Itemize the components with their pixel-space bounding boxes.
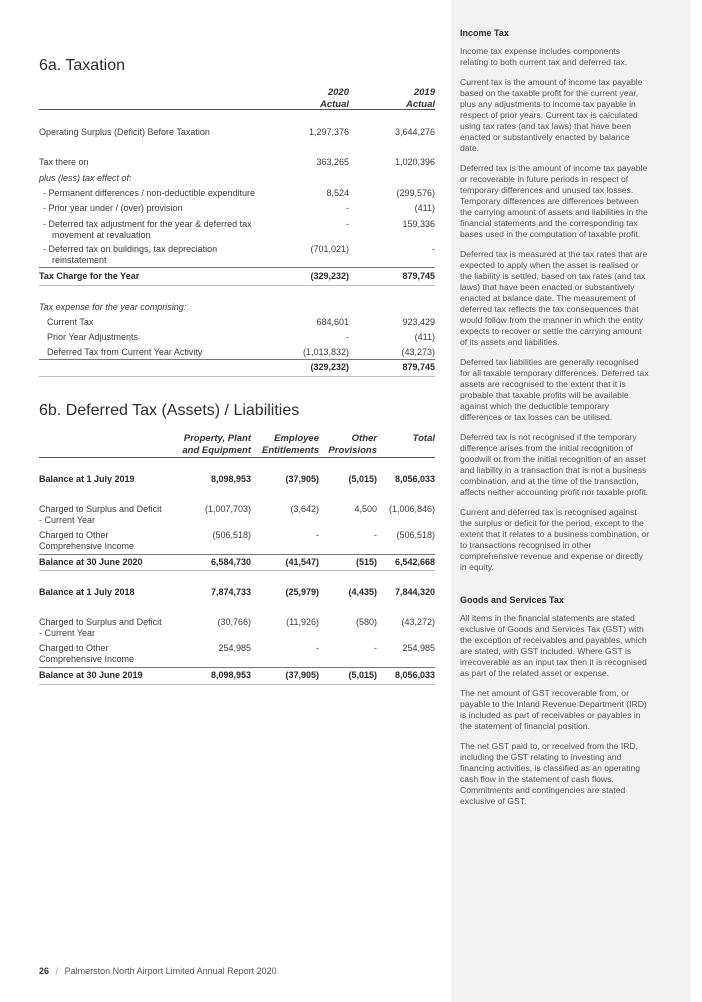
col-header-2020: 2020 Actual [319, 87, 349, 110]
divider [39, 684, 435, 685]
page-number: 26 [39, 966, 50, 976]
divider [39, 554, 435, 555]
paragraph: All items in the financial statements are stated exclusive of Goods and Services Tax (GST) with the exception of receivables and payables, which are stated, with GST included. Where GST is irrecoverable as an input tax then it is recognised as part of the related asset or expense. [460, 613, 647, 678]
divider [39, 109, 435, 110]
paragraph: Deferred tax liabilities are generally recognised for all taxable temporary differences. Deferred tax assets are recognised to the extent that it is probable that taxable profits will be available against which the deductible temporary differences or tax losses can be utilised. [460, 357, 649, 422]
table-row: - Deferred tax adjustment for the year & deferred tax movement at revaluation - 159,336 [43, 219, 435, 240]
paragraph: Income tax expense includes components relating to both current tax and deferred tax. [460, 46, 628, 67]
table-row: - Deferred tax on buildings, tax depreciation reinstatement (701,021) - [43, 244, 435, 265]
section-6a-title: 6a. Taxation [39, 57, 125, 74]
table-row: Charged to Surplus and Deficit - Current Year (30,766) (11,926) (580) (43,272) [39, 617, 435, 638]
col-header-ppe: Property, Plant and Equipment [182, 433, 251, 456]
footer-separator: / [55, 966, 59, 976]
notes-sidebar [451, 0, 691, 1002]
income-tax-heading: Income Tax [460, 28, 509, 38]
paragraph: Current tax is the amount of income tax payable based on the taxable profit for the current year, plus any adjustments to income tax payable in respect of prior years. Current tax is calculated using tax rates (and tax laws) that have been enacted or substantively enacted by balance date. [460, 77, 643, 153]
paragraph: The net amount of GST recoverable from, or payable to the Inland Revenue Department (IRD) is included as part of receivables or payables in the statement of financial position. [460, 688, 647, 731]
divider [39, 667, 435, 668]
table-row: Charged to Surplus and Deficit - Current Year (1,007,703) (3,642) 4,500 (1,006,846) [39, 504, 435, 525]
paragraph: Deferred tax is measured at the tax rates that are expected to apply when the asset is realised or the liability is settled, based on tax rates (and tax laws) that have been enacted or substantively enacted at balance date. The measurement of deferred tax reflects the tax consequences that would follow from the manner in which the entity expects to recover or settle the carrying amount of its assets and liabilities. [460, 249, 648, 347]
divider [39, 267, 435, 268]
col-header-total: Total [412, 433, 435, 444]
paragraph: Deferred tax is the amount of income tax payable or recoverable in future periods in respect of temporary differences and unused tax losses. Temporary differences are differences between the carrying amount of assets and liabilities in the financial statements and the corresponding tax bases used in the computation of taxable profit. [460, 163, 648, 239]
col-header-other: Other Provisions [328, 433, 377, 456]
section-6b-title: 6b. Deferred Tax (Assets) / Liabilities [39, 402, 300, 419]
gst-heading: Goods and Services Tax [460, 595, 564, 605]
paragraph: The net GST paid to, or received from the IRD, including the GST relating to investing and financing activities, is classified as an operating cash flow in the statement of cash flows. Commitments and contingencies are stated exclusive of GST. [460, 741, 641, 806]
paragraph: Current and deferred tax is recognised against the surplus or deficit for the period, except to the extent that it relates to a business combination, or to transactions recognised in other comprehensive revenue and expense or directly in equity. [460, 507, 650, 572]
divider [39, 376, 435, 377]
col-header-2019: 2019 Actual [405, 87, 435, 110]
table-row: Charged to Other Comprehensive Income (506,518) - - (506,518) [39, 530, 435, 551]
divider [39, 285, 435, 286]
footer-text: Palmerston North Airport Limited Annual Report 2020 [64, 966, 277, 976]
col-header-employee: Employee Entitlements [261, 433, 319, 456]
divider [39, 359, 435, 360]
table-row: Charged to Other Comprehensive Income 254,985 - - 254,985 [39, 643, 435, 664]
divider [39, 570, 435, 571]
divider [39, 457, 435, 458]
paragraph: Deferred tax is not recognised if the temporary difference arises from the initial recognition of goodwill or from the initial recognition of an asset and liability in a transaction that is not a business combination, and at the time of the transaction, affects neither accounting profit nor taxable profit. [460, 432, 649, 497]
page-footer [39, 966, 277, 976]
